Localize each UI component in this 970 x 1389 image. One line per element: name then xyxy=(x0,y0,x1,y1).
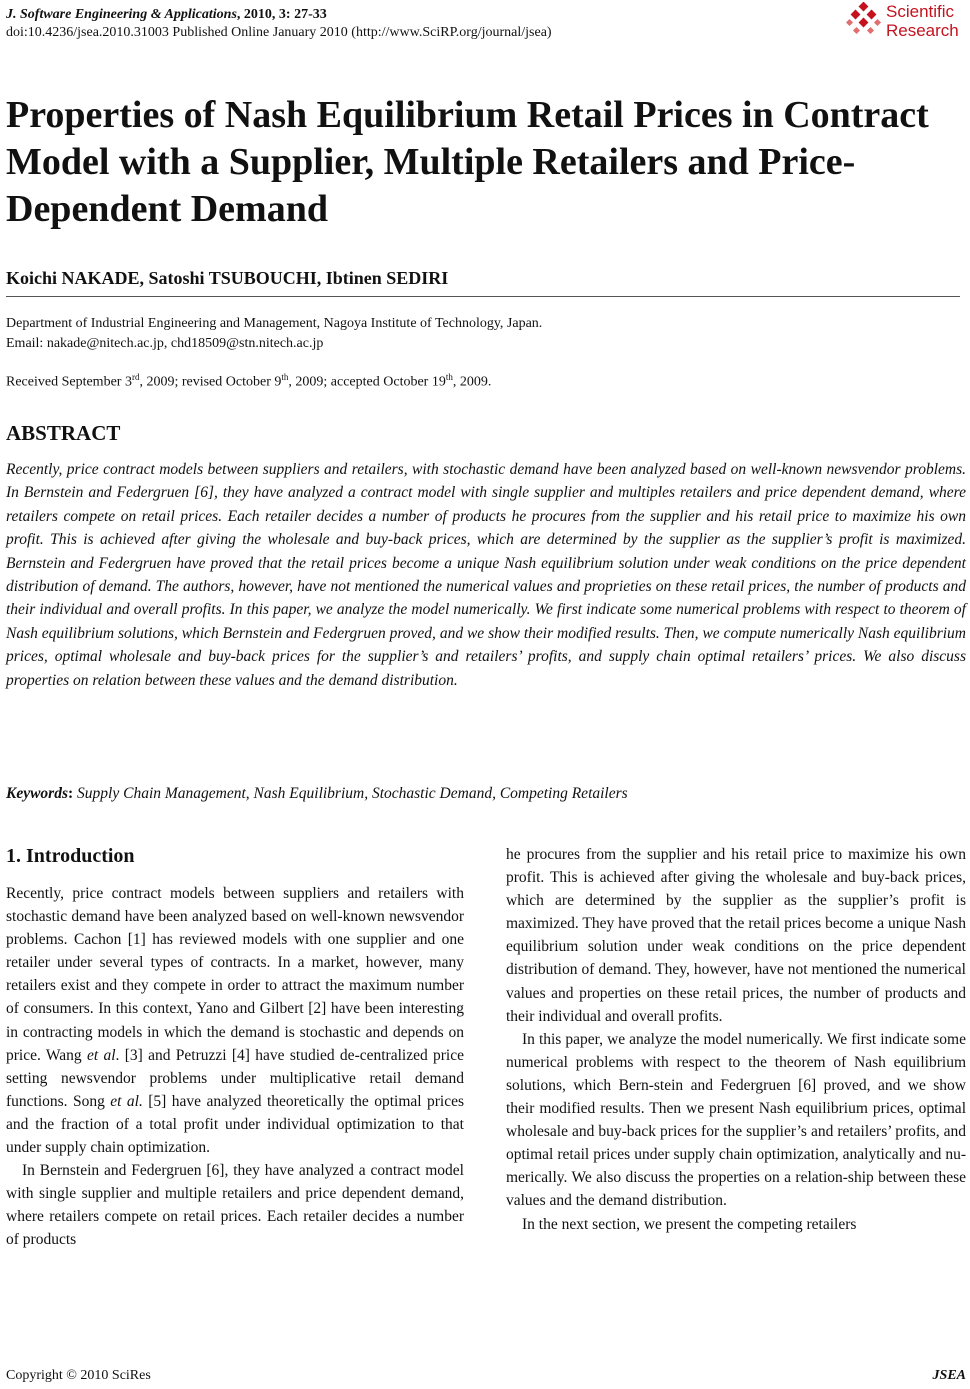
doi-line: doi:10.4236/jsea.2010.31003 Published Online January 2010 (http://www.SciRP.org/journal/jsea) xyxy=(6,25,552,40)
publisher-logo-icon xyxy=(846,2,884,42)
keywords-line: Keywords: Supply Chain Management, Nash Equilibrium, Stochastic Demand, Competing Retailers xyxy=(6,785,628,802)
intro-p1-part-c: [5] have analyzed theoretically the optimal prices and the fraction of a total profit under individual optimization to that under supply chain optimization. xyxy=(6,1092,464,1157)
left-column xyxy=(6,882,464,1252)
journal-citation xyxy=(6,6,552,24)
intro-paragraph-1 xyxy=(6,882,464,1159)
intro-paragraph-2: In Bernstein and Federgruen [6], they have analyzed a contract model with single supplier and multiple retailers and price dependent demand, where retailers compete on retail prices. Each retailer decides a number of products xyxy=(6,1162,464,1249)
journal-name: J. Software Engineering & Applications xyxy=(6,7,237,22)
keywords-label: Keywords xyxy=(6,785,68,802)
revised-sup: th xyxy=(281,372,289,382)
accepted-sup: th xyxy=(445,372,453,382)
keywords-text: Supply Chain Management, Nash Equilibrium, Stochastic Demand, Competing Retailers xyxy=(77,785,628,802)
received-date: Received September 3 xyxy=(6,374,132,390)
intro-paragraph-2-continued: he procures from the supplier and his retail price to maximize his own profit. This is achieved after giving the wholesale and buy-back prices, which are determined by the supplier as the supplier’s profit is maximized. They have proved that the retail prices become a unique Nash equilibrium solution under weak conditions on the price dependent distribution of demand. They, however, have not mentioned the numerical values and properties on these retail prices, the number of products and their individual and overall profits. xyxy=(506,846,966,1025)
accepted-date: , 2009; accepted October 19 xyxy=(288,374,446,390)
right-column xyxy=(506,843,966,1236)
header-divider xyxy=(6,296,960,297)
section-heading-introduction: 1. Introduction xyxy=(6,845,135,867)
intro-paragraph-3: In this paper, we analyze the model numerically. We first indicate some numerical problems with respect to the theorem of Nash equilibrium solutions, which Bern-stein and Federgruen [6] proved, and we show their modified results. Then we present Nash equilibrium prices, optimal wholesale and buy-back prices for the supplier’s and retailers’ profits, and optimal retail prices under supply chain optimization, analytically and nu-merically. We also discuss the properties on a relation-ship between these values and the demand distribution. xyxy=(506,1030,966,1210)
intro-p1-part-b: . [3] and Petruzzi [4] have studied de-centralized price setting newsvendor problems under multiplicative retail demand functions. Song xyxy=(6,1046,464,1110)
intro-p1-part-a: Recently, price contract models between suppliers and retailers with stochastic demand have been analyzed based on well-known newsvendor problems. Cachon [1] has reviewed models with one supplier and one retailer under several types of contracts. In a market, however, many retailers exist and they compete in order to attract the maximum number of consumers. In this context, Yano and Gilbert [2] have been interesting in contracting models in which the demand is stochastic and depends on price. Wang xyxy=(6,885,464,1064)
received-dates xyxy=(6,372,491,391)
author-list: Koichi NAKADE, Satoshi TSUBOUCHI, Ibtinen SEDIRI xyxy=(6,268,449,288)
footer-journal-abbrev: JSEA xyxy=(932,1368,966,1383)
affiliation-block xyxy=(6,314,542,354)
journal-header xyxy=(6,6,552,42)
email-line: Email: nakade@nitech.ac.jp, chd18509@stn.nitech.ac.jp xyxy=(6,336,324,351)
abstract-text: Recently, price contract models between suppliers and retailers, with stochastic demand have been analyzed based on well-known newsvendor problems. In Bernstein and Federgruen [6], they have analyzed a contract model with single supplier and multiples retailers and price dependent demand, where retailers compete on retail prices. Each retailer decides a number of products he procures from the supplier and his retail price to maximize his own profit. This is achieved after giving the wholesale and buy-back prices, which are determined by the supplier as the supplier’s profit is maximized. Bernstein and Federgruen have proved that the retail prices become a unique Nash equilibrium solution under weak conditions on the price dependent distribution of demand. The authors, however, have not mentioned the numerical values and proprieties on these retail prices, the number of products and their individual and overall profits. In this paper, we analyze the model numerically. We first indicate some numerical problems with respect to theorem of Nash equilibrium solutions, which Bernstein and Federgruen proved, and we show their modified results. Then, we compute numerically Nash equilibrium prices, optimal wholesale and buy-back prices for the supplier’s and retailers’ profits, and supply chain optimal retailers’ prices. We also discuss properties on relation between these values and the demand distribution. xyxy=(6,461,966,689)
intro-paragraph-4: In the next section, we present the competing retailers xyxy=(522,1215,857,1233)
abstract-heading: ABSTRACT xyxy=(6,421,121,445)
et-al-2: et al. xyxy=(110,1092,143,1110)
publisher-logo-text xyxy=(886,2,959,40)
page-footer xyxy=(6,1368,966,1384)
received-sup: rd xyxy=(131,372,140,382)
footer-copyright: Copyright © 2010 SciRes xyxy=(6,1368,151,1383)
journal-year-volume: , 2010, 3: 27-33 xyxy=(236,7,327,22)
year-end: , 2009. xyxy=(452,374,492,390)
publisher-logo xyxy=(846,2,966,46)
logo-line-1: Scientific xyxy=(886,2,955,21)
revised-date: , 2009; revised October 9 xyxy=(139,374,282,390)
logo-line-2: Research xyxy=(886,21,959,40)
paper-title: Properties of Nash Equilibrium Retail Prices in Contract Model with a Supplier, Multiple Retailers and Price-Dependent Demand xyxy=(6,94,929,230)
affiliation: Department of Industrial Engineering and Management, Nagoya Institute of Technology, Japan. xyxy=(6,316,543,331)
et-al-1: et al xyxy=(86,1046,116,1064)
